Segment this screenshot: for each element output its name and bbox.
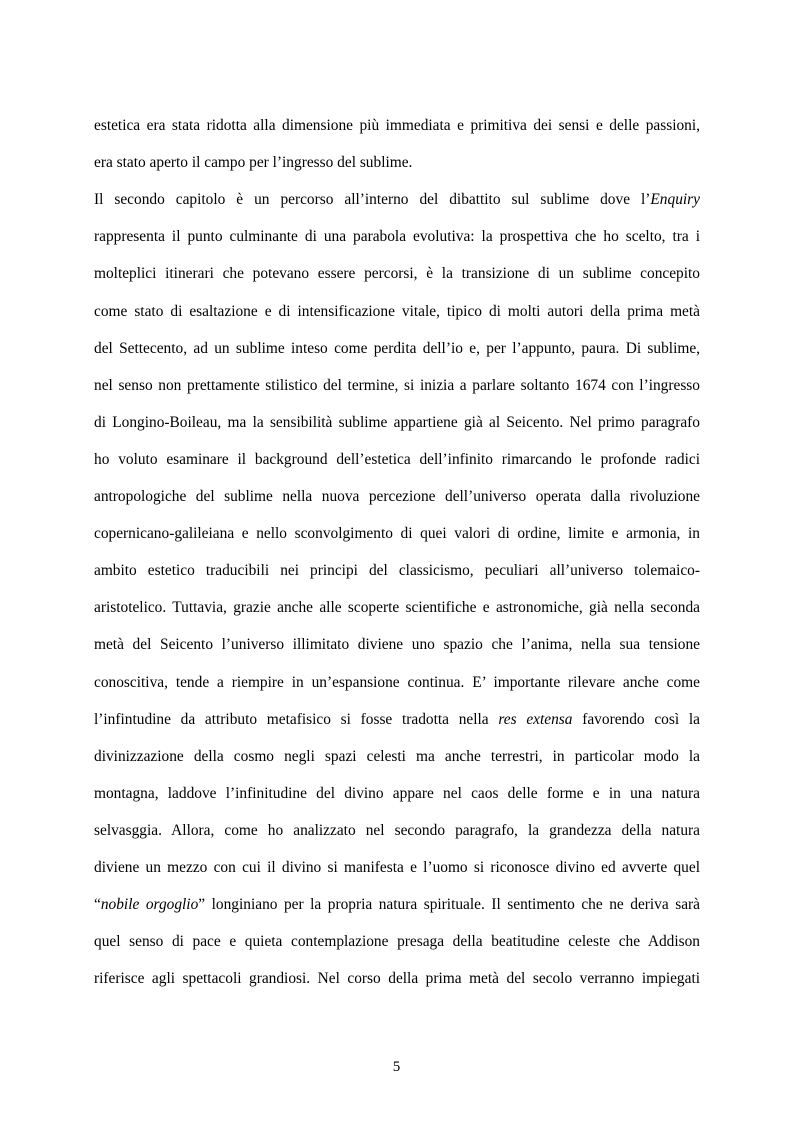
text-run: del Settecento, ad un sublime inteso come perdita dell’io e, per l’appunto, paura. Di sublime, — [94, 339, 700, 357]
text-run: antropologiche del sublime nella nuova percezione dell’universo operata dalla rivoluzione — [94, 488, 700, 505]
italic-text: res extensa — [498, 710, 573, 728]
text-line — [94, 187, 700, 213]
text-line — [94, 150, 700, 176]
text-run: quel senso di pace e quieta contemplazione presaga della beatitudine celeste che Addison — [94, 933, 700, 951]
text-run: ” longiniano per la propria natura spirituale. Il sentimento che ne deriva sarà — [198, 896, 700, 914]
text-line — [94, 484, 700, 510]
text-run: diviene un mezzo con cui il divino si manifesta e l’uomo si riconosce divino ed avverte quel — [94, 859, 700, 876]
text-line — [94, 632, 700, 658]
text-run: Il secondo capitolo è un percorso all’interno del dibattito sul sublime dove l’ — [94, 191, 651, 209]
italic-text: Enquiry — [650, 191, 700, 209]
text-run: montagna, laddove l’infinitudine del divino appare nel caos delle forme e in una natura — [94, 784, 700, 802]
text-line — [94, 261, 700, 287]
text-run: favorendo così la — [572, 710, 700, 728]
text-run: selvasggia. Allora, come ho analizzato nel secondo paragrafo, la grandezza della natura — [94, 821, 700, 839]
text-line — [94, 670, 700, 696]
text-run: ho voluto esaminare il background dell’estetica dell’infinito rimarcando le profonde radici — [94, 450, 700, 468]
page-number: 5 — [392, 1059, 401, 1075]
text-line — [94, 224, 700, 250]
text-line — [94, 966, 700, 992]
text-line — [94, 892, 700, 918]
text-run: riferisce agli spettacoli grandiosi. Nel corso della prima metà del secolo verranno impiegati — [94, 970, 700, 988]
text-run: rappresenta il punto culminante di una parabola evolutiva: la prospettiva che ho scelto, tra i — [94, 228, 700, 246]
text-line — [94, 299, 700, 325]
text-run: molteplici itinerari che potevano essere percorsi, è la transizione di un sublime concepito — [94, 265, 700, 283]
text-run: copernicano-galileiana e nello sconvolgimento di quei valori di ordine, limite e armonia, in — [94, 525, 700, 543]
text-line — [94, 447, 700, 473]
text-line — [94, 929, 700, 955]
text-line — [94, 113, 700, 139]
text-line — [94, 521, 700, 547]
text-line — [94, 410, 700, 436]
text-run: come stato di esaltazione e di intensificazione vitale, tipico di molti autori della prima metà — [94, 302, 700, 320]
text-run: ambito estetico traducibili nei principi del classicismo, peculiari all’universo tolemaico- — [94, 562, 700, 580]
text-line — [94, 818, 700, 844]
text-run: nel senso non prettamente stilistico del termine, si inizia a parlare soltanto 1674 con l’ingresso — [94, 376, 700, 394]
italic-text: nobile orgoglio — [100, 896, 199, 914]
text-line — [94, 744, 700, 770]
text-line — [94, 558, 700, 584]
text-run: estetica era stata ridotta alla dimensione più immediata e primitiva dei sensi e delle passioni, — [94, 117, 700, 134]
text-run: “ — [94, 896, 101, 914]
text-run: metà del Seicento l’universo illimitato diviene uno spazio che l’anima, nella sua tensione — [94, 636, 700, 654]
text-line — [94, 336, 700, 362]
text-line — [94, 781, 700, 807]
text-run: aristotelico. Tuttavia, grazie anche alle scoperte scientifiche e astronomiche, già nella seconda — [94, 599, 700, 617]
text-line — [94, 707, 700, 733]
text-run: divinizzazione della cosmo negli spazi celesti ma anche terrestri, in particolar modo la — [94, 747, 700, 765]
text-run: era stato aperto il campo per l’ingresso del sublime. — [94, 154, 413, 172]
text-line — [94, 373, 700, 399]
text-run: conoscitiva, tende a riempire in un’espansione continua. E’ importante rilevare anche come — [94, 673, 700, 691]
text-run: di Longino-Boileau, ma la sensibilità sublime appartiene già al Seicento. Nel primo paragrafo — [94, 413, 700, 431]
text-line — [94, 595, 700, 621]
text-run: l’infintudine da attributo metafisico si fosse tradotta nella — [94, 710, 499, 728]
text-line — [94, 855, 700, 881]
